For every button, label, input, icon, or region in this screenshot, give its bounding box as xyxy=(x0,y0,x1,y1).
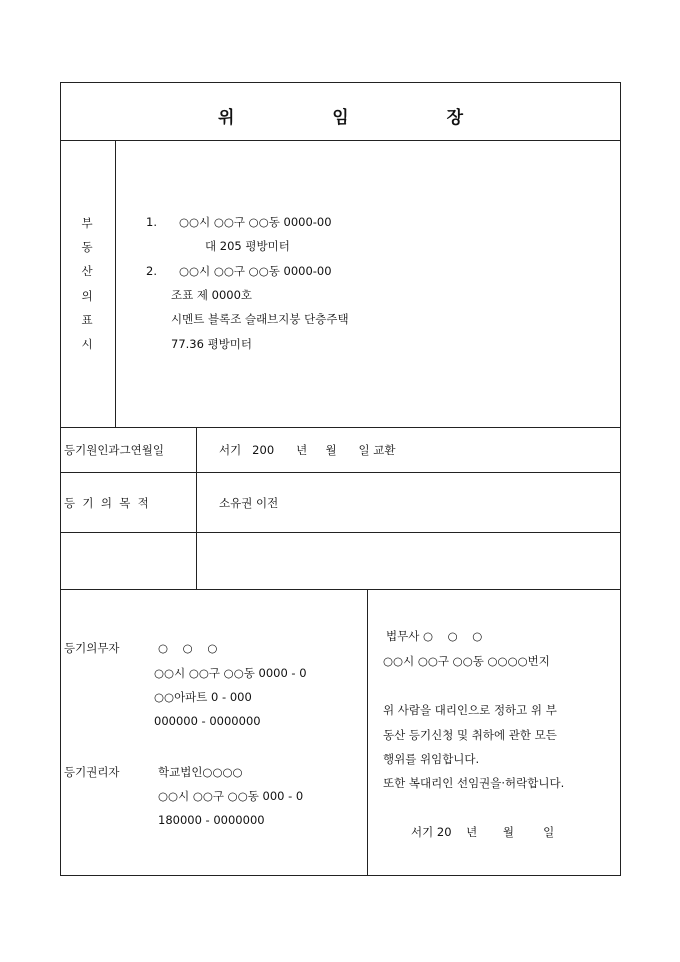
property-label-char: 표 xyxy=(81,313,93,327)
holder-label: 등기권리자 xyxy=(64,765,120,779)
delegation-text-line3: 행위를 위임합니다. xyxy=(383,752,480,766)
divider-property-label xyxy=(115,140,116,427)
divider-purpose xyxy=(61,532,620,533)
agent-name: 법무사 ○ ○ ○ xyxy=(386,629,483,643)
property-label-char: 부 xyxy=(81,216,93,230)
obligor-address-detail: ○○아파트 0 - 000 xyxy=(154,690,252,704)
property-item1-address: ○○시 ○○구 ○○동 0000-00 xyxy=(179,215,332,229)
property-label-char: 의 xyxy=(81,289,93,303)
divider-blank xyxy=(61,589,620,590)
obligor-name: ○ ○ ○ xyxy=(158,641,218,655)
holder-id-number: 180000 - 0000000 xyxy=(158,813,265,827)
divider-title xyxy=(61,140,620,141)
obligor-id-number: 000000 - 0000000 xyxy=(154,714,261,728)
obligor-label: 등기의무자 xyxy=(64,641,120,655)
delegation-text-line4: 또한 복대리인 선임권을·허락합니다. xyxy=(383,776,565,790)
cause-label: 등기원인과그연월일 xyxy=(64,443,164,457)
property-item2-line1: 조표 제 0000호 xyxy=(171,288,253,302)
cause-value: 서기 200 년 월 일 교환 xyxy=(219,443,396,457)
property-item2-address: ○○시 ○○구 ○○동 0000-00 xyxy=(179,264,332,278)
property-label-char: 산 xyxy=(81,264,93,278)
purpose-value: 소유권 이전 xyxy=(219,496,279,510)
power-of-attorney-form xyxy=(60,82,621,876)
property-item2-number: 2. xyxy=(146,264,157,278)
divider-row-label xyxy=(196,427,197,589)
divider-cause xyxy=(61,472,620,473)
divider-property xyxy=(61,427,620,428)
holder-name: 학교법인○○○○ xyxy=(158,765,243,779)
obligor-address: ○○시 ○○구 ○○동 0000 - 0 xyxy=(154,666,307,680)
holder-address: ○○시 ○○구 ○○동 000 - 0 xyxy=(158,789,304,803)
purpose-label: 등 기 의 목 적 xyxy=(64,496,149,510)
delegation-text-line1: 위 사람을 대리인으로 정하고 위 부 xyxy=(383,703,557,717)
property-item1-detail: 대 205 평방미터 xyxy=(205,239,290,253)
property-label-char: 동 xyxy=(81,240,93,254)
property-label-char: 시 xyxy=(81,337,93,351)
property-item1-number: 1. xyxy=(146,215,157,229)
divider-bottom-columns xyxy=(367,589,368,876)
agent-address: ○○시 ○○구 ○○동 ○○○○번지 xyxy=(383,654,550,668)
property-item2-line3: 77.36 평방미터 xyxy=(171,337,253,351)
document-title: 위 임 장 xyxy=(217,108,510,128)
delegation-text-line2: 동산 등기신청 및 취하에 관한 모든 xyxy=(383,728,557,742)
delegation-date: 서기 20 년 월 일 xyxy=(411,825,555,839)
property-item2-line2: 시멘트 블록조 슬래브지붕 단층주택 xyxy=(171,312,349,326)
